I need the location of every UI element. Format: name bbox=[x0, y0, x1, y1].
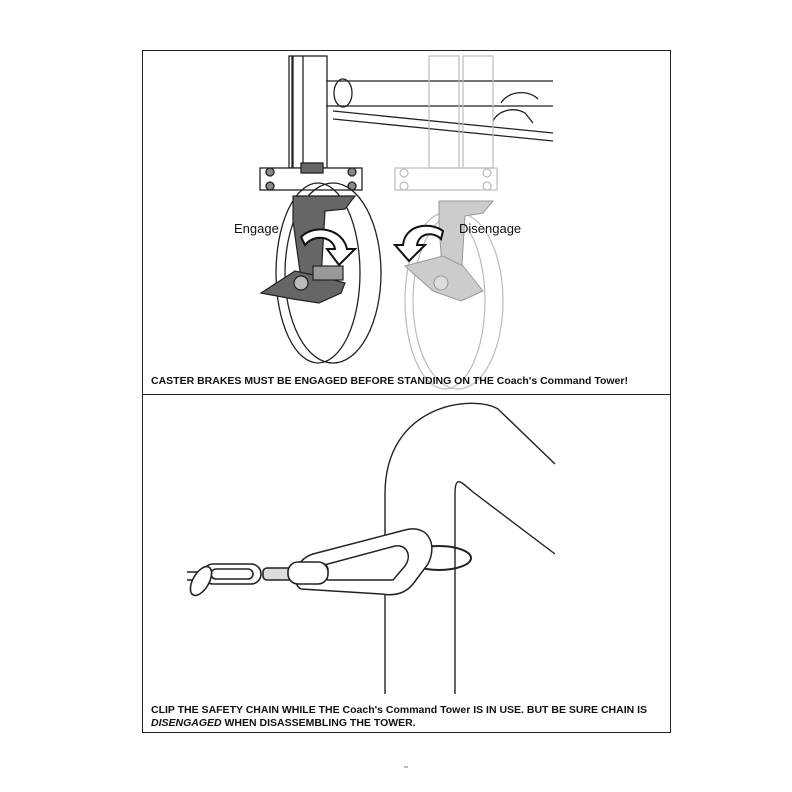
caster-brake-panel bbox=[143, 51, 670, 395]
chain-caption-part2: WHEN DISASSEMBLING THE TOWER. bbox=[221, 717, 416, 729]
chain-caption-part1: CLIP THE SAFETY CHAIN WHILE THE Coach's Command Tower IS IN USE. BUT BE SURE CHAIN IS bbox=[151, 704, 648, 716]
page-mark bbox=[404, 766, 408, 768]
caster-brake-illustration bbox=[143, 51, 670, 394]
engage-label: Engage bbox=[234, 221, 279, 236]
chain-caption bbox=[151, 704, 664, 730]
safety-chain-illustration bbox=[143, 394, 670, 734]
safety-chain bbox=[186, 562, 328, 599]
tower-frame bbox=[289, 56, 553, 168]
caster-caption: CASTER BRAKES MUST BE ENGAGED BEFORE STANDING ON THE Coach's Command Tower! bbox=[151, 375, 628, 387]
disengage-label: Disengage bbox=[459, 221, 522, 236]
chain-caption-emphasis: DISENGAGED bbox=[151, 717, 222, 729]
caster-mount-plate bbox=[260, 163, 362, 190]
safety-chain-panel bbox=[143, 394, 670, 734]
instruction-sheet bbox=[142, 50, 671, 733]
